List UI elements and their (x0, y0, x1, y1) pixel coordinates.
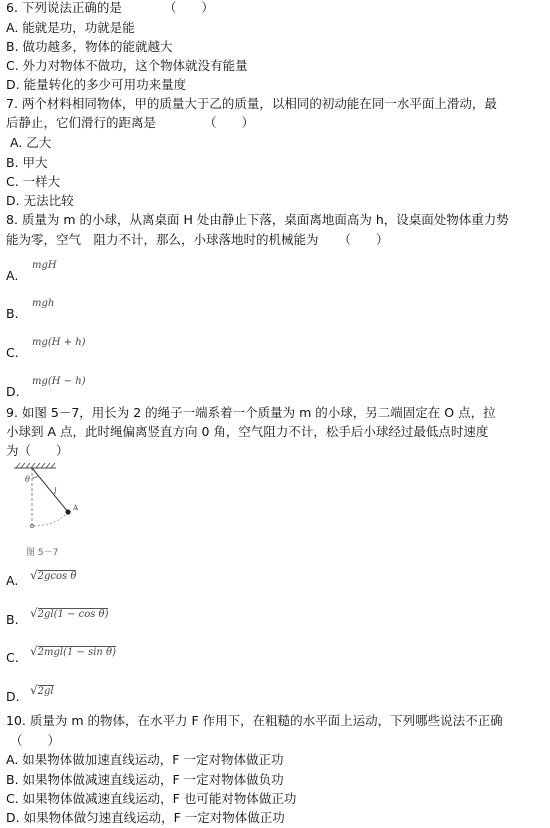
q8-answer-paren: （ ） (338, 232, 389, 247)
q7-stem-text: 后静止，它们滑行的距离是 (6, 115, 157, 130)
figure-point-label: A (73, 504, 79, 512)
q7-stem-line1: 7. 两个材料相同物体，甲的质量大于乙的质量，以相同的初动能在同一水平面上滑动，最 (6, 96, 497, 111)
sqrt-icon: √ (30, 568, 38, 582)
sqrt-icon: √ (30, 644, 38, 658)
q9-option-a-formula (30, 568, 76, 582)
q6-stem (6, 0, 214, 16)
q10-option-d: D. 如果物体做匀速直线运动，F 一定对物体做正功 (6, 810, 285, 825)
q10-stem-line2: （ ） (10, 733, 61, 748)
sqrt-icon: √ (30, 606, 38, 620)
q9-option-b-radicand: 2gl(1 − cos θ) (37, 609, 109, 620)
q8-option-c-letter: C. (6, 345, 19, 360)
q8-option-d-formula: mg(H − h) (32, 376, 86, 387)
q8-option-a-letter: A. (6, 268, 19, 283)
q9-stem-line2: 小球到 A 点，此时绳偏离竖直方向 0 角，空气阻力不计，松手后小球经过最低点时速度 (6, 424, 489, 439)
q9-option-d-formula (30, 683, 54, 697)
q6-answer-paren: （ ） (163, 0, 214, 15)
q8-option-b-letter: B. (6, 306, 19, 321)
q6-option-d: D. 能量转化的多少可用功来量度 (6, 77, 187, 92)
q8-option-c-formula: mg(H + h) (32, 337, 86, 348)
q7-option-c: C. 一样大 (6, 174, 61, 189)
q9-option-c-radicand: 2mgl(1 − sin θ) (37, 647, 116, 658)
q6-option-b: B. 做功越多，物体的能就越大 (6, 39, 173, 54)
sqrt-icon: √ (30, 683, 38, 697)
q6-option-a: A. 能就是功，功就是能 (6, 20, 135, 35)
q7-option-b: B. 甲大 (6, 155, 48, 170)
figure-caption: 图 5－7 (26, 548, 59, 558)
figure-angle-label: θ (25, 475, 30, 484)
q8-option-d-letter: D. (6, 384, 20, 399)
q10-option-a: A. 如果物体做加速直线运动，F 一定对物体做正功 (6, 752, 284, 767)
q9-option-a-radicand: 2gcos θ (37, 571, 77, 582)
figure-length-label: l (54, 487, 57, 496)
q8-stem-text: 能为零，空气 阻力不计，那么，小球落地时的机械能为 (6, 232, 319, 247)
q7-stem-line2 (6, 115, 254, 131)
q9-option-d-letter: D. (6, 689, 20, 704)
q8-stem-line2 (6, 232, 389, 248)
q9-option-a-letter: A. (6, 573, 19, 588)
q9-option-b-letter: B. (6, 612, 19, 627)
q6-option-c: C. 外力对物体不做功，这个物体就没有能量 (6, 58, 248, 73)
q9-option-c-formula (30, 644, 116, 658)
q8-stem-line1: 8. 质量为 m 的小球，从离桌面 H 处由静止下落，桌面离地面高为 h，设桌面处物体重力势 (6, 212, 509, 227)
q7-answer-paren: （ ） (204, 115, 255, 130)
q10-option-b: B. 如果物体做减速直线运动，F 一定对物体做负功 (6, 772, 284, 787)
q10-stem-line1: 10. 质量为 m 的物体，在水平力 F 作用下，在粗糙的水平面上运动，下列哪些说法不正确 (6, 713, 503, 728)
q9-option-d-radicand: 2gl (37, 686, 54, 697)
q7-option-d: D. 无法比较 (6, 193, 74, 208)
q6-stem-text: 6. 下列说法正确的是 (6, 0, 122, 15)
q9-stem-line3: 为（ ） (6, 443, 69, 458)
q9-option-c-letter: C. (6, 650, 19, 665)
q8-option-a-formula: mgH (32, 260, 57, 271)
pendulum-figure (12, 462, 92, 544)
q9-stem-line1: 9. 如图 5－7，用长为 2 的绳子一端系着一个质量为 m 的小球，另二端固定在 O 点，拉 (6, 405, 496, 420)
q10-option-c: C. 如果物体做减速直线运动，F 也可能对物体做正功 (6, 791, 297, 806)
q9-option-b-formula (30, 606, 108, 620)
q7-option-a: A. 乙大 (10, 135, 52, 150)
q8-option-b-formula: mgh (32, 298, 55, 309)
